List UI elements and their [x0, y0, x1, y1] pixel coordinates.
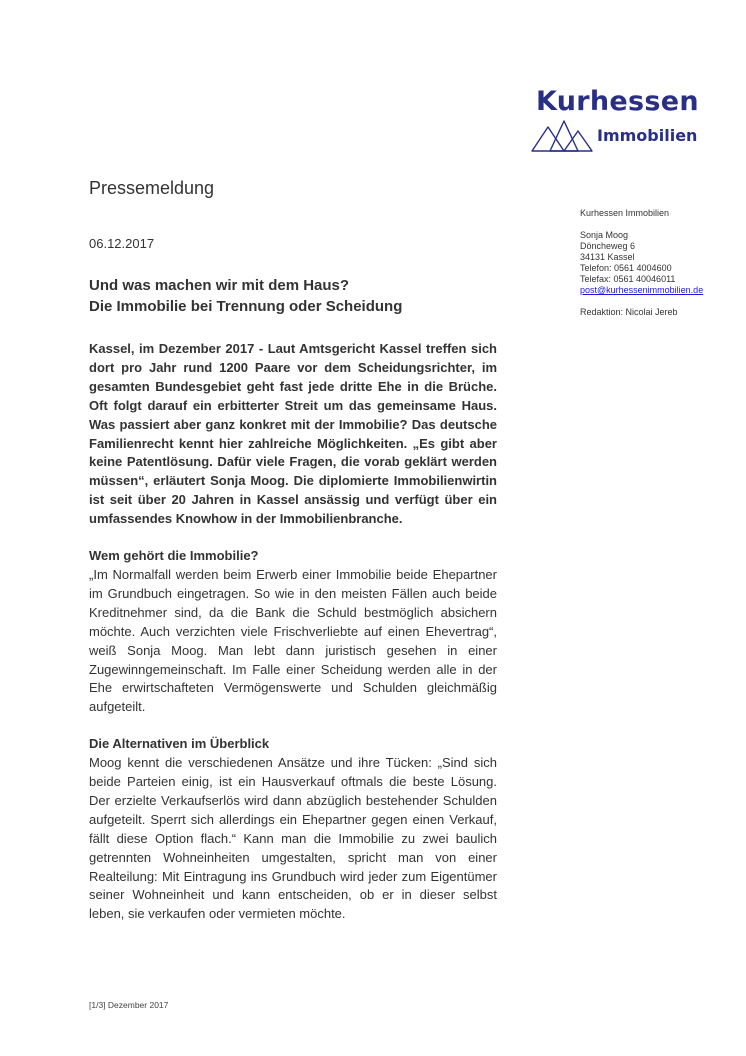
lead-paragraph: Kassel, im Dezember 2017 - Laut Amtsgericht Kassel treffen sich dort pro Jahr rund 1200 Paare vor dem Scheidungsrichter, im gesamten Bundesgebiet geht fast jede dritte Ehe in die Brüche. Oft folgt darauf ein erbitterter Streit um das gemeinsame Haus. Was passiert aber ganz konkret mit der Immobilie? Das deutsche Familienrecht kennt hier zahlreiche Möglichkeiten. „Es gibt aber keine Patentlösung. Dafür viele Fragen, die vorab geklärt werden müssen“, erläutert Sonja Moog. Die diplomierte Immobilienwirtin ist seit über 20 Jahren in Kassel ansässig und verfügt über ein umfassendes Knowhow in der Immobilienbranche.	[89, 341, 497, 527]
section-title-ownership: Wem gehört die Immobilie?	[89, 548, 259, 564]
sidebar-editor: Redaktion: Nicolai Jereb	[580, 307, 678, 317]
headline	[89, 275, 509, 317]
sidebar-spacer	[580, 296, 740, 307]
sidebar-spacer	[580, 219, 740, 230]
mountains-icon	[530, 119, 594, 153]
section-text-ownership: „Im Normalfall werden beim Erwerb einer Immobilie beide Ehepartner im Grundbuch eingetragen. So wie in den meisten Fällen auch beide Kreditnehmer sind, da die Bank die Schuld bestmöglich absichern möchte. Auch verzichten viele Frischverliebte auf einen Ehevertrag“, weiß Sonja Moog. Man lebt dann juristisch gesehen in einer Zugewinngemeinschaft. Im Falle einer Scheidung werden alle in der Ehe erwirtschafteten Vermögenswerte und Schulden gleichmäßig aufgeteilt.	[89, 566, 497, 715]
logo-wordmark: Kurhessen	[536, 86, 699, 117]
sidebar-street: Döncheweg 6	[580, 241, 636, 251]
release-date: 06.12.2017	[89, 236, 155, 251]
section-text-alternatives: Moog kennt die verschiedenen Ansätze und ihre Tücken: „Sind sich beide Parteien einig, ist ein Hausverkauf oftmals die beste Lösung. Der erzielte Verkaufserlös wird dann abzüglich bestehender Schulden aufgeteilt. Sperrt sich allerdings ein Ehepartner gegen einen Verkauf, fällt diese Option flach.“ Kann man die Immobilie zu zwei baulich getrennten Wohneinheiten umgestalten, spricht man von einer Realteilung: Mit Eintragung ins Grundbuch wird jeder zum Eigentümer seiner Wohneinheit und kann entscheiden, ob er in dieser selbst leben, sie verkaufen oder vermieten möchte.	[89, 755, 497, 922]
section-title-alternatives: Die Alternativen im Überblick	[89, 736, 270, 752]
logo-subtitle: Immobilien	[597, 126, 698, 145]
document-type: Pressemeldung	[89, 178, 215, 198]
contact-sidebar	[580, 208, 740, 318]
sidebar-city: 34131 Kassel	[580, 252, 635, 262]
sidebar-company: Kurhessen Immobilien	[580, 208, 670, 218]
sidebar-email-link[interactable]: post@kurhessenimmobilien.de	[580, 285, 704, 295]
sidebar-fax: Telefax: 0561 40046011	[580, 274, 676, 284]
sidebar-contact-name: Sonja Moog	[580, 230, 629, 240]
sidebar-phone: Telefon: 0561 4004600	[580, 263, 672, 273]
headline-line-2: Die Immobilie bei Trennung oder Scheidung	[89, 298, 403, 315]
article-body	[89, 340, 497, 942]
headline-line-1: Und was machen wir mit dem Haus?	[89, 277, 350, 294]
page-footer: [1/3] Dezember 2017	[89, 1000, 169, 1010]
company-logo	[530, 86, 710, 158]
